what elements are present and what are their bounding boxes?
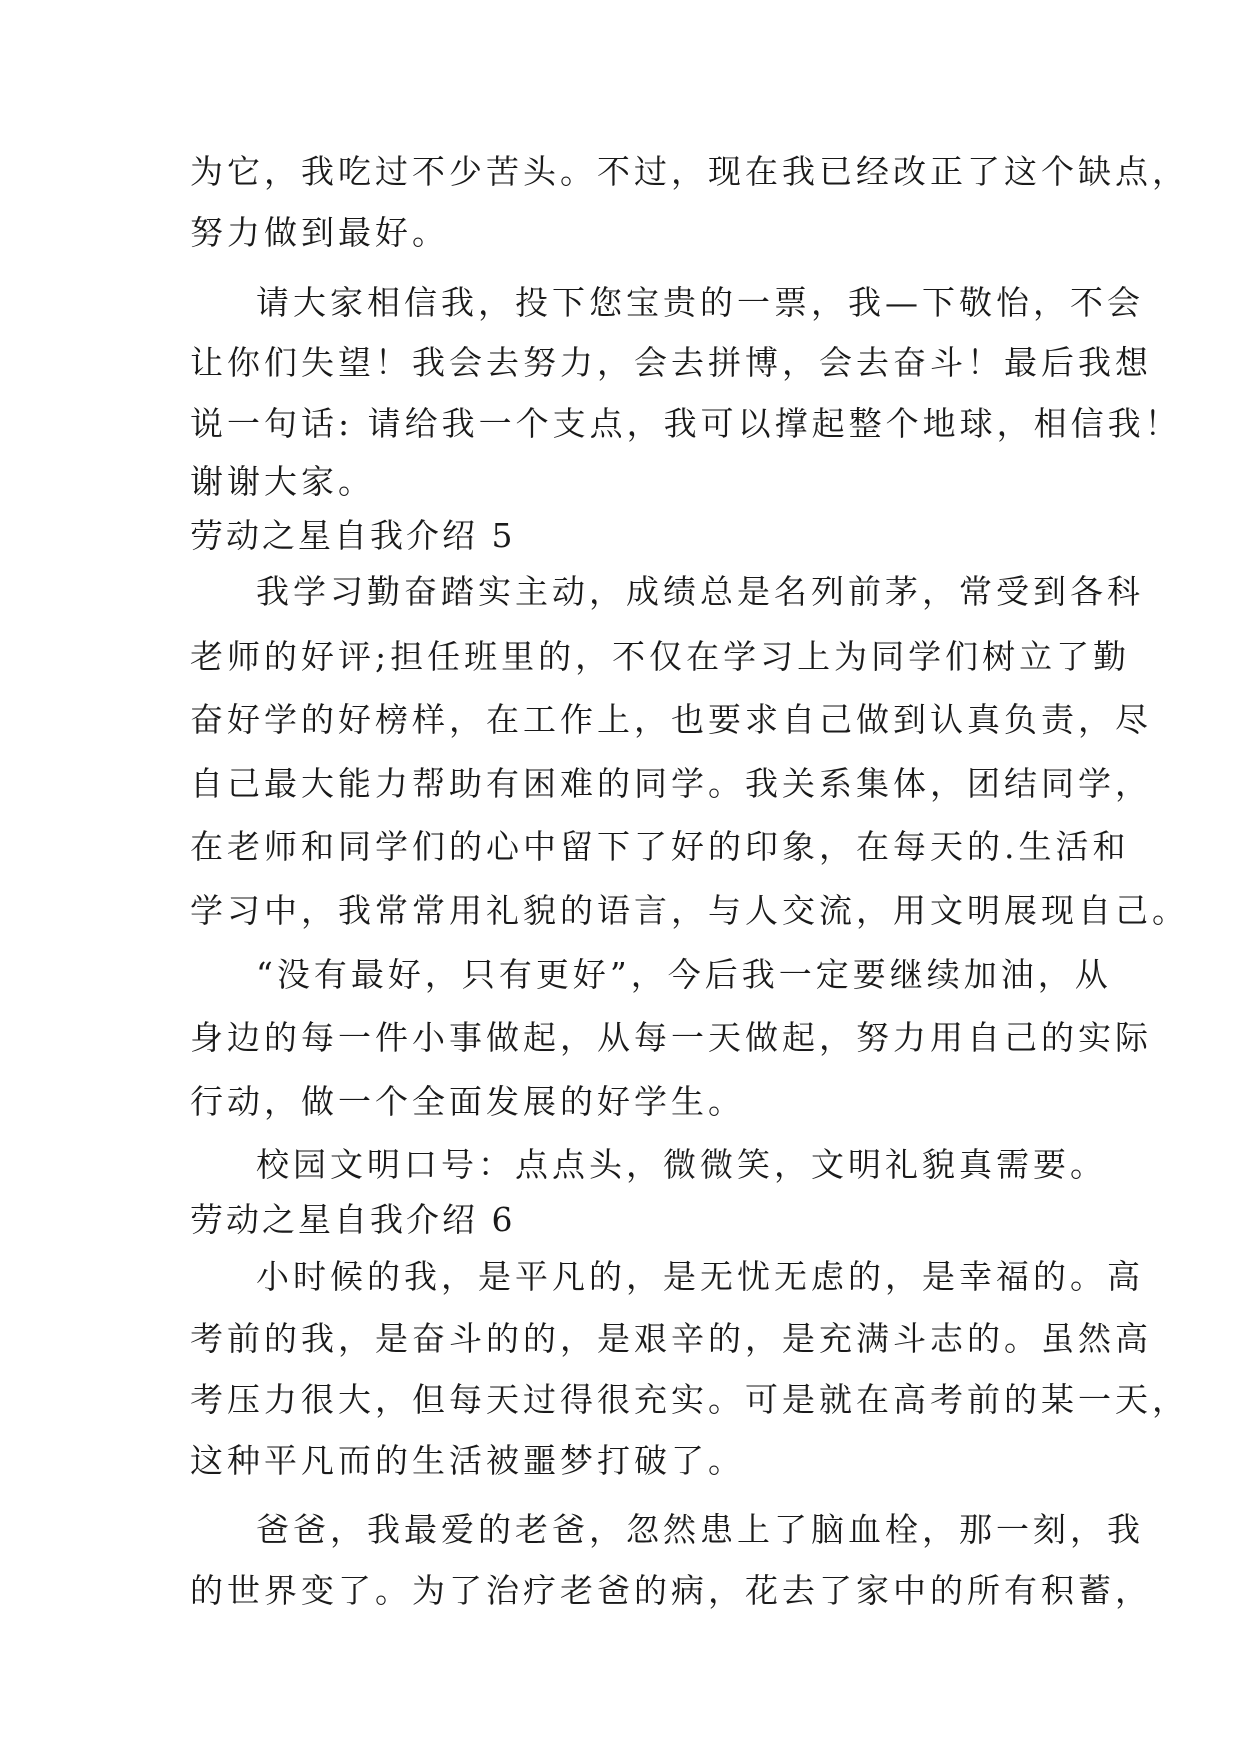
paragraph-line: 考前的我，是奋斗的的，是艰辛的，是充满斗志的。虽然高: [190, 1319, 1152, 1358]
paragraph-line: 在老师和同学们的心中留下了好的印象，在每天的.生活和: [190, 827, 1130, 866]
paragraph-line: 身边的每一件小事做起，从每一天做起，努力用自己的实际: [190, 1018, 1152, 1057]
paragraph-line: 校园文明口号：点点头，微微笑，文明礼貌真需要。: [256, 1145, 1107, 1184]
paragraph-line: 老师的好评;担任班里的，不仅在学习上为同学们树立了勤: [190, 637, 1131, 676]
paragraph-line: 这种平凡而的生活被噩梦打破了。: [190, 1441, 745, 1480]
paragraph-line: 请大家相信我，投下您宝贵的一票，我—下敬怡，不会: [256, 283, 1144, 322]
paragraph-line: 自己最大能力帮助有困难的同学。我关系集体，团结同学，: [190, 764, 1152, 803]
paragraph-line: 学习中，我常常用礼貌的语言，与人交流，用文明展现自己。: [190, 891, 1189, 930]
paragraph-line: 说一句话: 请给我一个支点，我可以撑起整个地球，相信我！: [190, 404, 1182, 443]
paragraph-line: 让你们失望！我会去努力，会去拼博，会去奋斗！最后我想: [190, 343, 1152, 382]
paragraph-line: 为它，我吃过不少苦头。不过，现在我已经改正了这个缺点，: [190, 152, 1189, 191]
paragraph-line: 奋好学的好榜样，在工作上，也要求自己做到认真负责，尽: [190, 700, 1152, 739]
paragraph-line: 我学习勤奋踏实主动，成绩总是名列前茅，常受到各科: [256, 572, 1144, 611]
paragraph-line: 的世界变了。为了治疗老爸的病，花去了家中的所有积蓄，: [190, 1571, 1152, 1610]
paragraph-line: 努力做到最好。: [190, 213, 449, 252]
paragraph-line: 考压力很大，但每天过得很充实。可是就在高考前的某一天，: [190, 1380, 1189, 1419]
paragraph-line: “没有最好，只有更好”，今后我一定要继续加油，从: [256, 955, 1112, 994]
paragraph-line: 爸爸，我最爱的老爸，忽然患上了脑血栓，那一刻，我: [256, 1510, 1144, 1549]
paragraph-line: 行动，做一个全面发展的好学生。: [190, 1082, 745, 1121]
paragraph-line: 谢谢大家。: [190, 462, 375, 501]
section-heading: 劳动之星自我介绍 6: [190, 1200, 516, 1239]
paragraph-line: 小时候的我，是平凡的，是无忧无虑的，是幸福的。高: [256, 1257, 1144, 1296]
section-heading: 劳动之星自我介绍 5: [190, 516, 516, 555]
